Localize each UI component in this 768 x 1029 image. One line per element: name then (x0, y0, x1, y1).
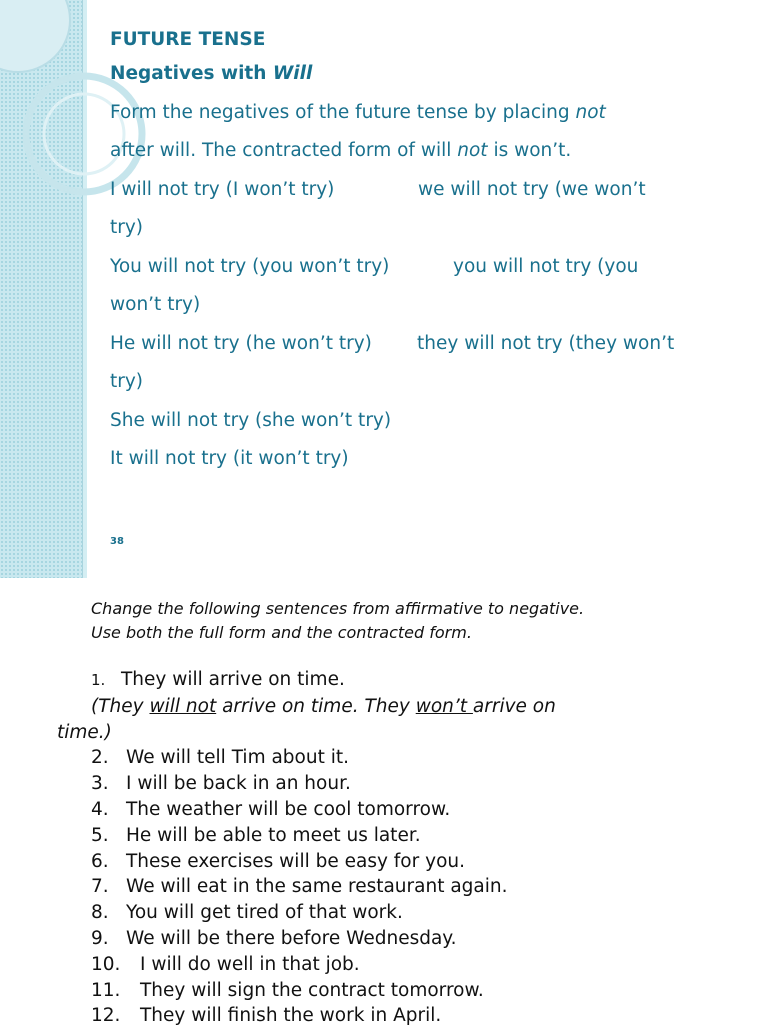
item-text: I will do well in that job. (140, 953, 360, 975)
slide-subtitle (110, 55, 750, 94)
subtitle-italic: Will (272, 63, 313, 84)
exercise-item (91, 771, 761, 797)
conjugation-pair (110, 248, 750, 287)
intro-text: is won’t. (487, 140, 572, 161)
plural-form: you will not try (you (453, 255, 639, 277)
exercise-item (91, 952, 761, 978)
exercise-item (91, 978, 761, 1004)
item-number: 9. (91, 927, 109, 949)
singular-form: I will not try (I won’t try) (110, 178, 335, 200)
item-text: He will be able to meet us later. (126, 824, 421, 846)
example-text: arrive on (472, 695, 556, 717)
intro-text: after will. The contracted form of will (110, 140, 458, 161)
intro-emphasis: not (575, 101, 606, 123)
conjugation-wrap: try) (110, 217, 144, 238)
item-text: The weather will be cool tomorrow. (126, 798, 451, 820)
slide-number: 38 (110, 536, 124, 547)
item-number: 1. (91, 671, 106, 689)
intro-line-1 (110, 94, 750, 133)
exercise-item (91, 667, 761, 694)
conjugation-pair (110, 325, 750, 364)
instruction-line: Change the following sentences from affirmative to negative. (91, 599, 585, 618)
exercise-item (91, 797, 761, 823)
conjugation-single: It will not try (it won’t try) (110, 448, 349, 469)
item-text: They will sign the contract tomorrow. (140, 979, 484, 1001)
example-continuation: time.) (57, 721, 112, 743)
exercise-list (57, 667, 761, 1029)
item-text: We will eat in the same restaurant again. (126, 876, 508, 898)
example-text: (They (91, 695, 150, 717)
item-number: 4. (91, 798, 109, 820)
conjugation-wrap: try) (110, 371, 144, 392)
item-text: We will tell Tim about it. (126, 747, 350, 769)
exercise-item (91, 1003, 761, 1029)
conjugation-single: She will not try (she won’t try) (110, 409, 392, 431)
intro-line-2 (110, 132, 750, 171)
item-text: You will get tired of that work. (126, 902, 403, 924)
intro-emphasis: not (457, 140, 488, 161)
intro-text: Form the negatives of the future tense by placing (110, 101, 576, 123)
singular-form: You will not try (you won’t try) (110, 255, 390, 277)
item-number: 10. (91, 953, 121, 975)
example-text: arrive on time. They (216, 695, 416, 717)
instructions (91, 597, 761, 645)
example-full-form: will not (149, 695, 217, 717)
exercise-item (91, 745, 761, 771)
plural-form: they will not try (they won’t (417, 332, 675, 354)
item-number: 12. (91, 1005, 121, 1027)
item-number: 5. (91, 824, 109, 846)
item-number: 3. (91, 773, 109, 795)
example-contracted-form: won’t (415, 695, 473, 717)
exercise-item (91, 874, 761, 900)
item-text: They will finish the work in April. (140, 1005, 442, 1027)
subtitle-text: Negatives with (110, 63, 273, 84)
slide-body (110, 24, 750, 479)
worksheet (57, 597, 761, 1029)
item-text: They will arrive on time. (121, 669, 345, 690)
exercise-item (91, 823, 761, 849)
exercise-item (91, 900, 761, 926)
item-number: 2. (91, 747, 109, 769)
item-text: We will be there before Wednesday. (126, 927, 457, 949)
exercise-item (91, 849, 761, 875)
example-answer (57, 694, 761, 746)
exercise-item (91, 926, 761, 952)
plural-form: we will not try (we won’t (418, 178, 646, 200)
item-text: I will be back in an hour. (126, 773, 351, 795)
item-number: 8. (91, 902, 109, 924)
item-number: 11. (91, 979, 121, 1001)
instruction-line: Use both the full form and the contracted form. (91, 623, 472, 642)
conjugation-wrap: won’t try) (110, 294, 201, 315)
item-number: 7. (91, 876, 109, 898)
singular-form: He will not try (he won’t try) (110, 332, 372, 354)
slide-title: FUTURE TENSE (110, 29, 266, 50)
conjugation-pair (110, 171, 750, 210)
item-text: These exercises will be easy for you. (126, 850, 465, 872)
item-number: 6. (91, 850, 109, 872)
